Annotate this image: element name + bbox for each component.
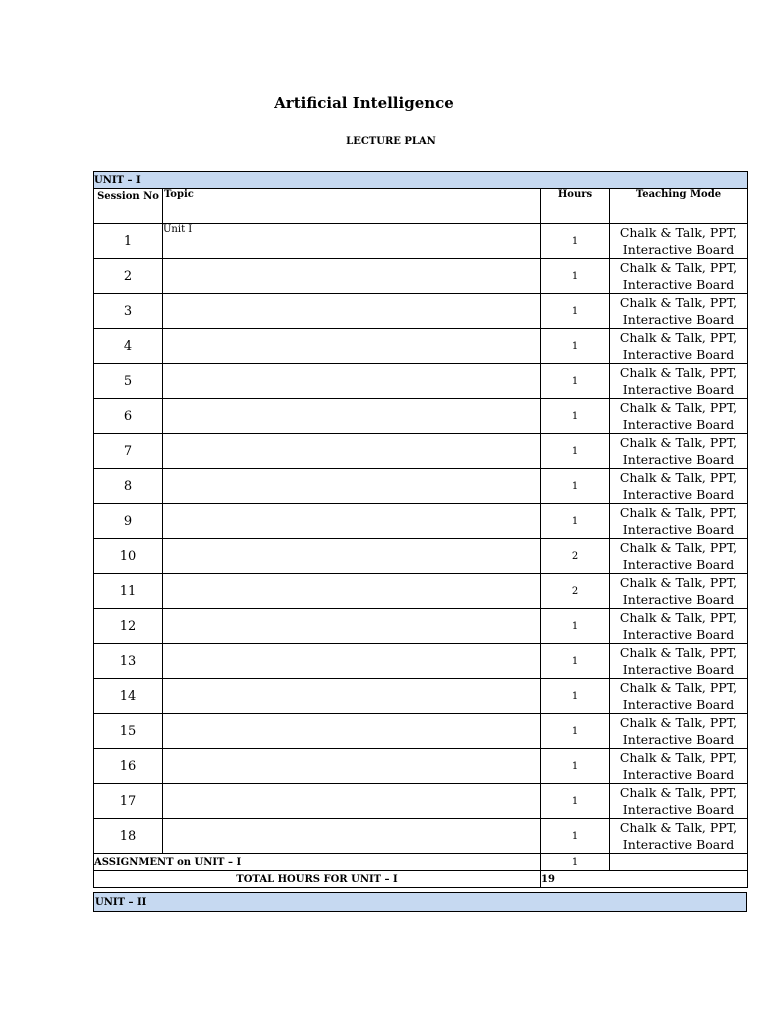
unit1-header: UNIT – I	[94, 172, 748, 189]
session-teaching-mode: Chalk & Talk, PPT, Interactive Board	[610, 784, 748, 819]
session-hours: 1	[541, 294, 610, 329]
session-hours: 1	[541, 329, 610, 364]
session-number: 10	[94, 539, 163, 574]
unit1-lecture-table	[93, 171, 748, 888]
col-session-header: Session No	[94, 189, 163, 224]
unit2-header-row	[94, 893, 747, 912]
session-number: 5	[94, 364, 163, 399]
session-row	[94, 539, 748, 574]
assignment-mode	[610, 854, 748, 871]
unit2-header: UNIT – II	[94, 893, 747, 912]
session-teaching-mode: Chalk & Talk, PPT, Interactive Board	[610, 644, 748, 679]
document-subtitle: LECTURE PLAN	[346, 136, 436, 147]
session-row	[94, 749, 748, 784]
session-hours: 2	[541, 539, 610, 574]
assignment-hours: 1	[541, 854, 610, 871]
session-number: 13	[94, 644, 163, 679]
session-number: 18	[94, 819, 163, 854]
session-hours: 1	[541, 224, 610, 259]
column-header-row	[94, 189, 748, 224]
session-number: 2	[94, 259, 163, 294]
assignment-row	[94, 854, 748, 871]
session-hours: 1	[541, 749, 610, 784]
session-hours: 1	[541, 819, 610, 854]
session-topic	[163, 434, 541, 469]
session-topic	[163, 504, 541, 539]
session-hours: 1	[541, 644, 610, 679]
session-hours: 1	[541, 469, 610, 504]
session-number: 6	[94, 399, 163, 434]
session-teaching-mode: Chalk & Talk, PPT, Interactive Board	[610, 504, 748, 539]
session-topic: Unit I	[163, 224, 541, 259]
session-row	[94, 644, 748, 679]
session-topic	[163, 784, 541, 819]
session-row	[94, 399, 748, 434]
session-number: 8	[94, 469, 163, 504]
col-hours-header: Hours	[541, 189, 610, 224]
document-title: Artificial Intelligence	[274, 94, 454, 112]
session-number: 16	[94, 749, 163, 784]
session-number: 7	[94, 434, 163, 469]
session-number: 15	[94, 714, 163, 749]
total-hours-label: TOTAL HOURS FOR UNIT – I	[94, 871, 541, 888]
session-hours: 1	[541, 504, 610, 539]
session-topic	[163, 364, 541, 399]
col-topic-header: Topic	[163, 189, 541, 224]
session-topic	[163, 539, 541, 574]
session-number: 1	[94, 224, 163, 259]
session-row	[94, 364, 748, 399]
session-number: 17	[94, 784, 163, 819]
session-row	[94, 504, 748, 539]
session-row	[94, 784, 748, 819]
session-topic	[163, 714, 541, 749]
session-teaching-mode: Chalk & Talk, PPT, Interactive Board	[610, 679, 748, 714]
assignment-label: ASSIGNMENT on UNIT – I	[94, 854, 541, 871]
session-topic	[163, 469, 541, 504]
session-number: 12	[94, 609, 163, 644]
session-row	[94, 819, 748, 854]
session-row	[94, 714, 748, 749]
session-topic	[163, 329, 541, 364]
session-teaching-mode: Chalk & Talk, PPT, Interactive Board	[610, 714, 748, 749]
session-hours: 1	[541, 399, 610, 434]
col-mode-header: Teaching Mode	[610, 189, 748, 224]
session-teaching-mode: Chalk & Talk, PPT, Interactive Board	[610, 259, 748, 294]
session-topic	[163, 679, 541, 714]
session-row	[94, 574, 748, 609]
session-hours: 1	[541, 434, 610, 469]
session-row	[94, 224, 748, 259]
session-teaching-mode: Chalk & Talk, PPT, Interactive Board	[610, 539, 748, 574]
session-topic	[163, 819, 541, 854]
session-topic	[163, 644, 541, 679]
total-hours-value: 19	[541, 871, 748, 888]
session-number: 9	[94, 504, 163, 539]
session-teaching-mode: Chalk & Talk, PPT, Interactive Board	[610, 329, 748, 364]
session-teaching-mode: Chalk & Talk, PPT, Interactive Board	[610, 749, 748, 784]
session-topic	[163, 294, 541, 329]
session-teaching-mode: Chalk & Talk, PPT, Interactive Board	[610, 609, 748, 644]
session-teaching-mode: Chalk & Talk, PPT, Interactive Board	[610, 399, 748, 434]
session-teaching-mode: Chalk & Talk, PPT, Interactive Board	[610, 434, 748, 469]
session-hours: 1	[541, 784, 610, 819]
session-hours: 1	[541, 364, 610, 399]
session-topic	[163, 574, 541, 609]
session-hours: 1	[541, 609, 610, 644]
session-topic	[163, 399, 541, 434]
session-row	[94, 609, 748, 644]
session-number: 14	[94, 679, 163, 714]
session-teaching-mode: Chalk & Talk, PPT, Interactive Board	[610, 819, 748, 854]
session-hours: 2	[541, 574, 610, 609]
session-topic	[163, 259, 541, 294]
session-topic	[163, 609, 541, 644]
session-hours: 1	[541, 679, 610, 714]
session-row	[94, 679, 748, 714]
session-hours: 1	[541, 714, 610, 749]
session-hours: 1	[541, 259, 610, 294]
session-number: 11	[94, 574, 163, 609]
session-row	[94, 259, 748, 294]
session-topic	[163, 749, 541, 784]
total-row	[94, 871, 748, 888]
unit2-table	[93, 892, 747, 912]
session-row	[94, 434, 748, 469]
session-number: 3	[94, 294, 163, 329]
session-row	[94, 294, 748, 329]
session-teaching-mode: Chalk & Talk, PPT, Interactive Board	[610, 294, 748, 329]
unit1-header-row	[94, 172, 748, 189]
session-teaching-mode: Chalk & Talk, PPT, Interactive Board	[610, 574, 748, 609]
session-teaching-mode: Chalk & Talk, PPT, Interactive Board	[610, 469, 748, 504]
session-row	[94, 469, 748, 504]
session-teaching-mode: Chalk & Talk, PPT, Interactive Board	[610, 224, 748, 259]
session-number: 4	[94, 329, 163, 364]
session-row	[94, 329, 748, 364]
session-teaching-mode: Chalk & Talk, PPT, Interactive Board	[610, 364, 748, 399]
